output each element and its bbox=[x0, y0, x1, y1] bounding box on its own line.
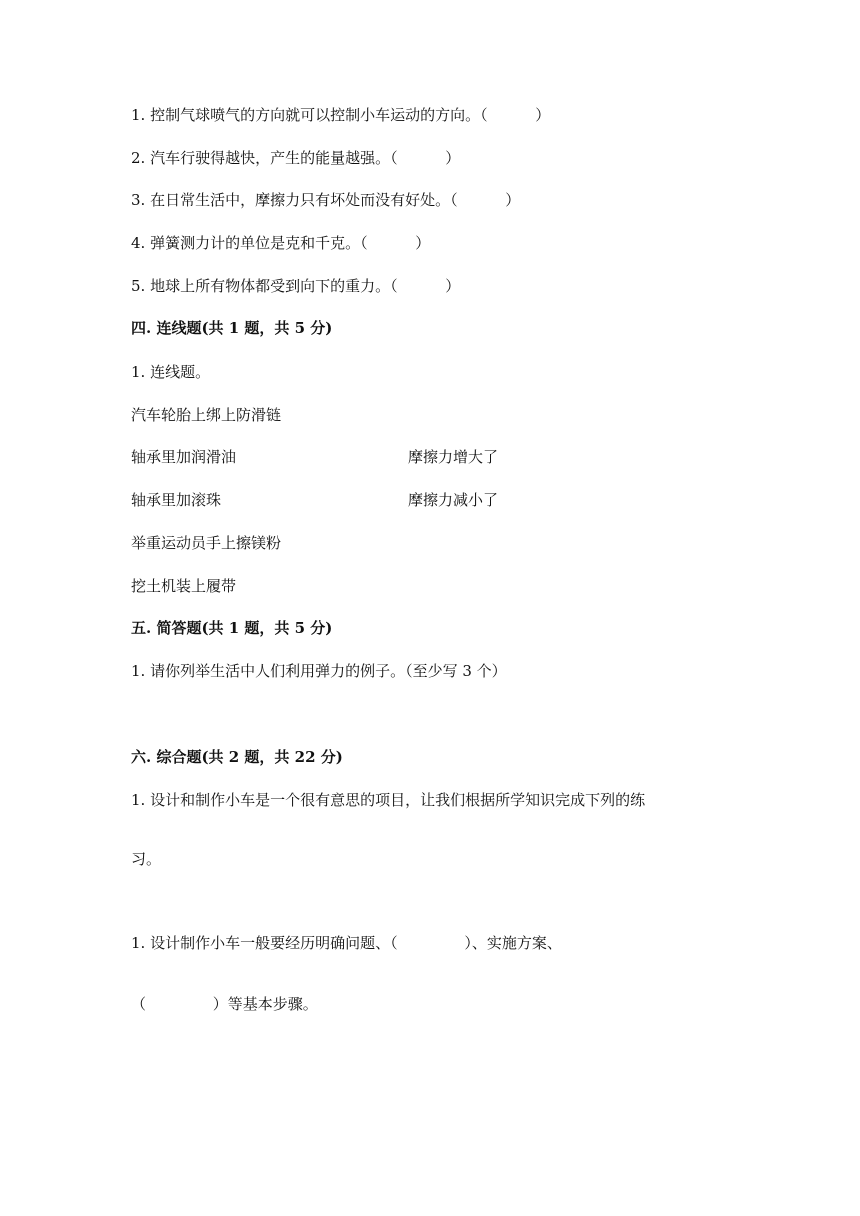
judge-item-1: 1. 控制气球喷气的方向就可以控制小车运动的方向。（ ） bbox=[131, 106, 551, 124]
match-left-item-4: 举重运动员手上擦镁粉 bbox=[131, 534, 282, 552]
judge-item-5: 5. 地球上所有物体都受到向下的重力。（ ） bbox=[131, 277, 461, 295]
judge-item-3: 3. 在日常生活中，摩擦力只有坏处而没有好处。（ ） bbox=[131, 191, 521, 209]
section5-question: 1. 请你列举生活中人们利用弹力的例子。（至少写 3 个） bbox=[131, 662, 507, 680]
section6-question-line1: 1. 设计和制作小车是一个很有意思的项目，让我们根据所学知识完成下列的练 bbox=[131, 791, 646, 809]
match-right-item-2: 摩擦力减小了 bbox=[408, 491, 499, 509]
match-left-item-1: 汽车轮胎上绑上防滑链 bbox=[131, 406, 282, 424]
match-left-item-5: 挖土机装上履带 bbox=[131, 577, 237, 595]
match-right-item-1: 摩擦力增大了 bbox=[408, 448, 499, 466]
section6-subquestion-line1: 1. 设计制作小车一般要经历明确问题、（ ）、实施方案、 bbox=[131, 934, 562, 952]
judge-item-2: 2. 汽车行驶得越快，产生的能量越强。（ ） bbox=[131, 149, 461, 167]
section6-subquestion-line2: （ ）等基本步骤。 bbox=[131, 995, 318, 1013]
match-left-item-2: 轴承里加润滑油 bbox=[131, 448, 237, 466]
judge-item-4: 4. 弹簧测力计的单位是克和千克。（ ） bbox=[131, 234, 431, 252]
section5-heading: 五. 简答题(共 1 题，共 5 分) bbox=[131, 619, 333, 637]
section4-heading: 四. 连线题(共 1 题，共 5 分) bbox=[131, 319, 333, 337]
section6-question-line2: 习。 bbox=[131, 850, 162, 868]
match-left-item-3: 轴承里加滚珠 bbox=[131, 491, 222, 509]
section4-question: 1. 连线题。 bbox=[131, 363, 211, 381]
section6-heading: 六. 综合题(共 2 题，共 22 分) bbox=[131, 748, 343, 766]
